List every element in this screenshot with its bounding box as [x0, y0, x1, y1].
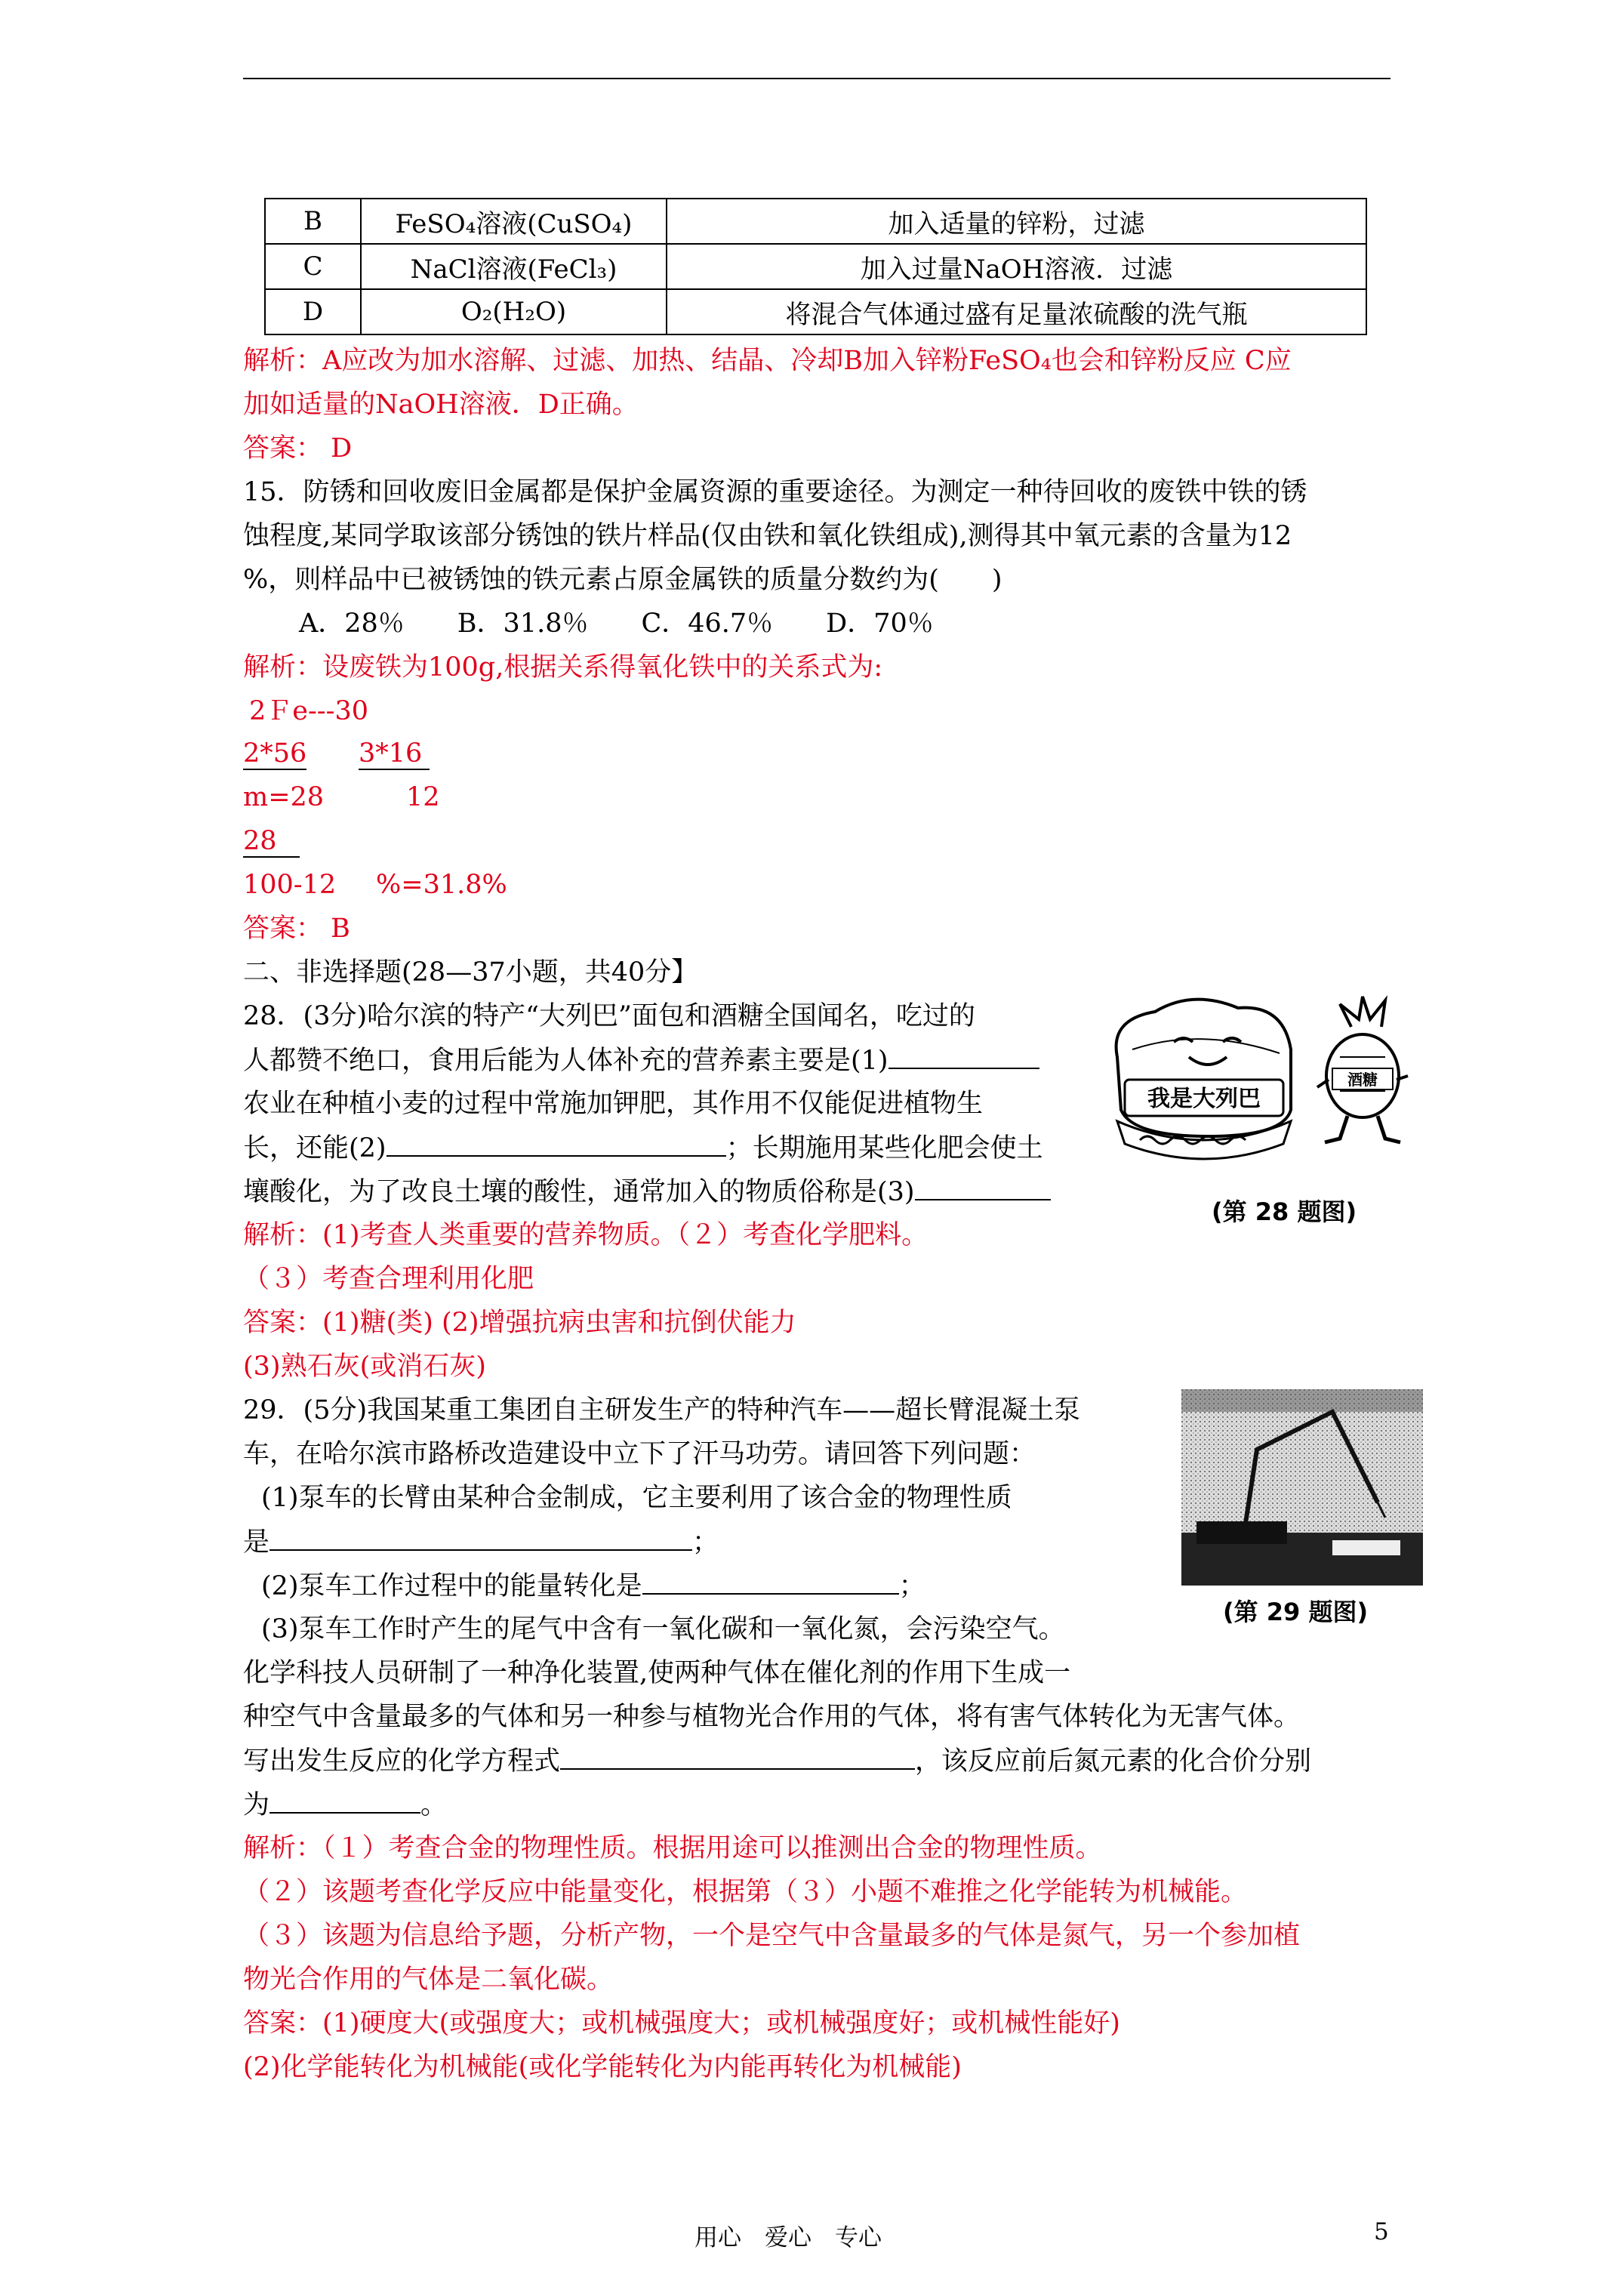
q29-stem-line1: 29．(5分)我国某重工集团自主研发生产的特种汽车——超长臂混凝土泵 [243, 1395, 1081, 1425]
q28-answer-line2: (3)熟石灰(或消石灰) [243, 1351, 486, 1382]
q15-analysis: 解析：设废铁为100g,根据关系得氧化铁中的关系式为: [243, 652, 883, 683]
q15-stem-line1: 15．防锈和回收废旧金属都是保护金属资源的重要途径。为测定一种待回收的废铁中铁的锈 [243, 477, 1307, 507]
table-row [265, 244, 1366, 289]
q15-calc-5a: 100-12 [243, 870, 337, 900]
q15-stem-line2: 蚀程度,某同学取该部分锈蚀的铁片样品(仅由铁和氧化铁组成),测得其中氧元素的含量为12 [243, 521, 1292, 551]
q29-stem-line4 [243, 1519, 719, 1565]
q29-figure [1181, 1389, 1423, 1586]
table-row [265, 289, 1366, 334]
q28-stem-line4a: 长，还能(2) [243, 1133, 387, 1163]
q29-analysis-line3: （３）该题为信息给予题，分析产物，一个是空气中含量最多的气体是氮气，另一个参加植 [243, 1921, 1301, 1951]
header-rule [243, 78, 1390, 79]
q29-blank-4[interactable] [269, 1782, 420, 1814]
q29-answer-line1: 答案：(1)硬度大(或强度大；或机械强度大；或机械强度好；或机械性能好) [243, 2008, 1120, 2039]
table-cell-substance: FeSO₄溶液(CuSO₄) [361, 199, 667, 244]
q28-stem-line3: 农业在种植小麦的过程中常施加钾肥，其作用不仅能促进植物生 [243, 1089, 984, 1119]
q28-stem-line1: 28．(3分)哈尔滨的特产“大列巴”面包和酒糖全国闻名，吃过的 [243, 1001, 975, 1031]
q15-calc-2a [243, 731, 306, 776]
q29-stem-line5b: ； [898, 1571, 925, 1601]
q15-calc-4-text: 28 [243, 826, 300, 858]
q29-stem-line8: 种空气中含量最多的气体和另一种参与植物光合作用的气体，将有害气体转化为无害气体。 [243, 1702, 1301, 1732]
q28-blank-1[interactable] [888, 1037, 1039, 1069]
q15-calc-2a-text: 2*56 [243, 738, 307, 769]
q28-analysis-line1: 解析：(1)考查人类重要的营养物质。（２）考查化学肥料。 [243, 1220, 929, 1250]
q15-calc-2b [359, 731, 430, 776]
q29-answer-line2: (2)化学能转化为机械能(或化学能转化为内能再转化为机械能) [243, 2052, 962, 2082]
q28-caption: (第 28 题图) [1212, 1197, 1357, 1226]
q28-stem-line4b: ；长期施用某些化肥会使土 [725, 1133, 1043, 1163]
q15-calc-3b: 12 [406, 782, 440, 812]
q28-answer-line1: 答案：(1)糖(类) (2)增强抗病虫害和抗倒伏能力 [243, 1308, 796, 1338]
q29-stem-line4b: ； [692, 1527, 719, 1558]
table-cell-method: 加入过量NaOH溶液．过滤 [667, 244, 1366, 289]
q28-stem-line4 [243, 1125, 1043, 1171]
q29-stem-line9 [243, 1738, 1311, 1784]
q14-analysis-line2: 加如适量的NaOH溶液．D正确。 [243, 390, 639, 420]
q15-calc-3a: m=28 [243, 782, 325, 812]
q28-stem-line5-text: 壤酸化，为了改良土壤的酸性，通常加入的物质俗称是(3) [243, 1177, 915, 1207]
q29-analysis-line1: 解析：（１）考查合金的物理性质。根据用途可以推测出合金的物理性质。 [243, 1833, 1102, 1863]
q29-stem-line10b: 。 [420, 1790, 448, 1820]
q28-stem-line2-text: 人都赞不绝口，食用后能为人体补充的营养素主要是(1) [243, 1046, 888, 1076]
q15-calc-5b: %=31.8% [376, 870, 507, 900]
bread-mascot-illustration [1102, 974, 1419, 1185]
bread-banner-text: 我是大列巴 [1147, 1086, 1261, 1112]
pump-truck-photo [1181, 1389, 1423, 1586]
q29-stem-line10a: 为 [243, 1790, 270, 1820]
q28-blank-3[interactable] [915, 1169, 1051, 1200]
table-row [265, 199, 1366, 244]
table-cell-method: 将混合气体通过盛有足量浓硫酸的洗气瓶 [667, 289, 1366, 334]
q28-analysis-line2: （３）考查合理利用化肥 [243, 1264, 534, 1294]
q29-blank-1[interactable] [269, 1519, 692, 1551]
q29-stem-line7: 化学科技人员研制了一种净化装置,使两种气体在催化剂的作用下生成一 [243, 1658, 1071, 1688]
q15-calc-2b-text: 3*16 [359, 738, 430, 770]
table-cell-substance: NaCl溶液(FeCl₃) [361, 244, 667, 289]
q29-stem-line5a: (2)泵车工作过程中的能量转化是 [261, 1571, 642, 1601]
q29-analysis-line2: （２）该题考查化学反应中能量变化，根据第（３）小题不难推之化学能转为机械能。 [243, 1877, 1248, 1907]
q29-stem-line9a: 写出发生反应的化学方程式 [243, 1746, 561, 1777]
q28-stem-line2 [243, 1037, 1039, 1083]
q29-stem-line6: (3)泵车工作时产生的尾气中含有一氧化碳和一氧化氮，会污染空气。 [261, 1614, 1065, 1644]
table-cell-option: D [265, 289, 361, 334]
q14-analysis-line1: 解析：A应改为加水溶解、过滤、加热、结晶、冷却B加入锌粉FeSO₄也会和锌粉反应 C应 [243, 346, 1292, 376]
q15-answer: 答案： B [243, 914, 350, 944]
q29-stem-line10 [243, 1782, 447, 1828]
q29-stem-line4a: 是 [243, 1527, 270, 1558]
q15-calc-4 [243, 818, 300, 864]
footer-motto: 用心 爱心 专心 [694, 2224, 882, 2251]
q29-blank-2[interactable] [642, 1563, 899, 1595]
q29-stem-line3: (1)泵车的长臂由某种合金制成，它主要利用了该合金的物理性质 [261, 1483, 1012, 1513]
q15-stem-line3: %，则样品中已被锈蚀的铁元素占原金属铁的质量分数约为( ) [243, 565, 1002, 595]
q29-analysis-line4: 物光合作用的气体是二氧化碳。 [243, 1965, 614, 1995]
q28-stem-line5 [243, 1169, 1051, 1215]
options-table [264, 198, 1367, 335]
candy-label-text: 酒糖 [1347, 1071, 1378, 1089]
table-cell-option: B [265, 199, 361, 244]
q15-calc-1: 2Ｆe---30 [249, 696, 368, 726]
q29-stem-line2: 车，在哈尔滨市路桥改造建设中立下了汗马功劳。请回答下列问题： [243, 1439, 1036, 1469]
table-cell-substance: O₂(H₂O) [361, 289, 667, 334]
q28-figure [1102, 974, 1419, 1185]
q29-blank-3[interactable] [560, 1738, 915, 1770]
page-number: 5 [1374, 2218, 1389, 2245]
q29-stem-line5 [261, 1563, 925, 1609]
q14-answer: 答案： D [243, 433, 353, 464]
table-cell-method: 加入适量的锌粉，过滤 [667, 199, 1366, 244]
q15-options: A．28％ B．31.8％ C．46.7％ D．70％ [299, 609, 934, 639]
section-heading: 二、非选择题(28—37小题，共40分】 [243, 957, 698, 988]
table-cell-option: C [265, 244, 361, 289]
q29-stem-line9b: ，该反应前后氮元素的化合价分别 [915, 1746, 1312, 1777]
q28-blank-2[interactable] [387, 1125, 726, 1157]
q29-caption: (第 29 题图) [1223, 1598, 1369, 1626]
